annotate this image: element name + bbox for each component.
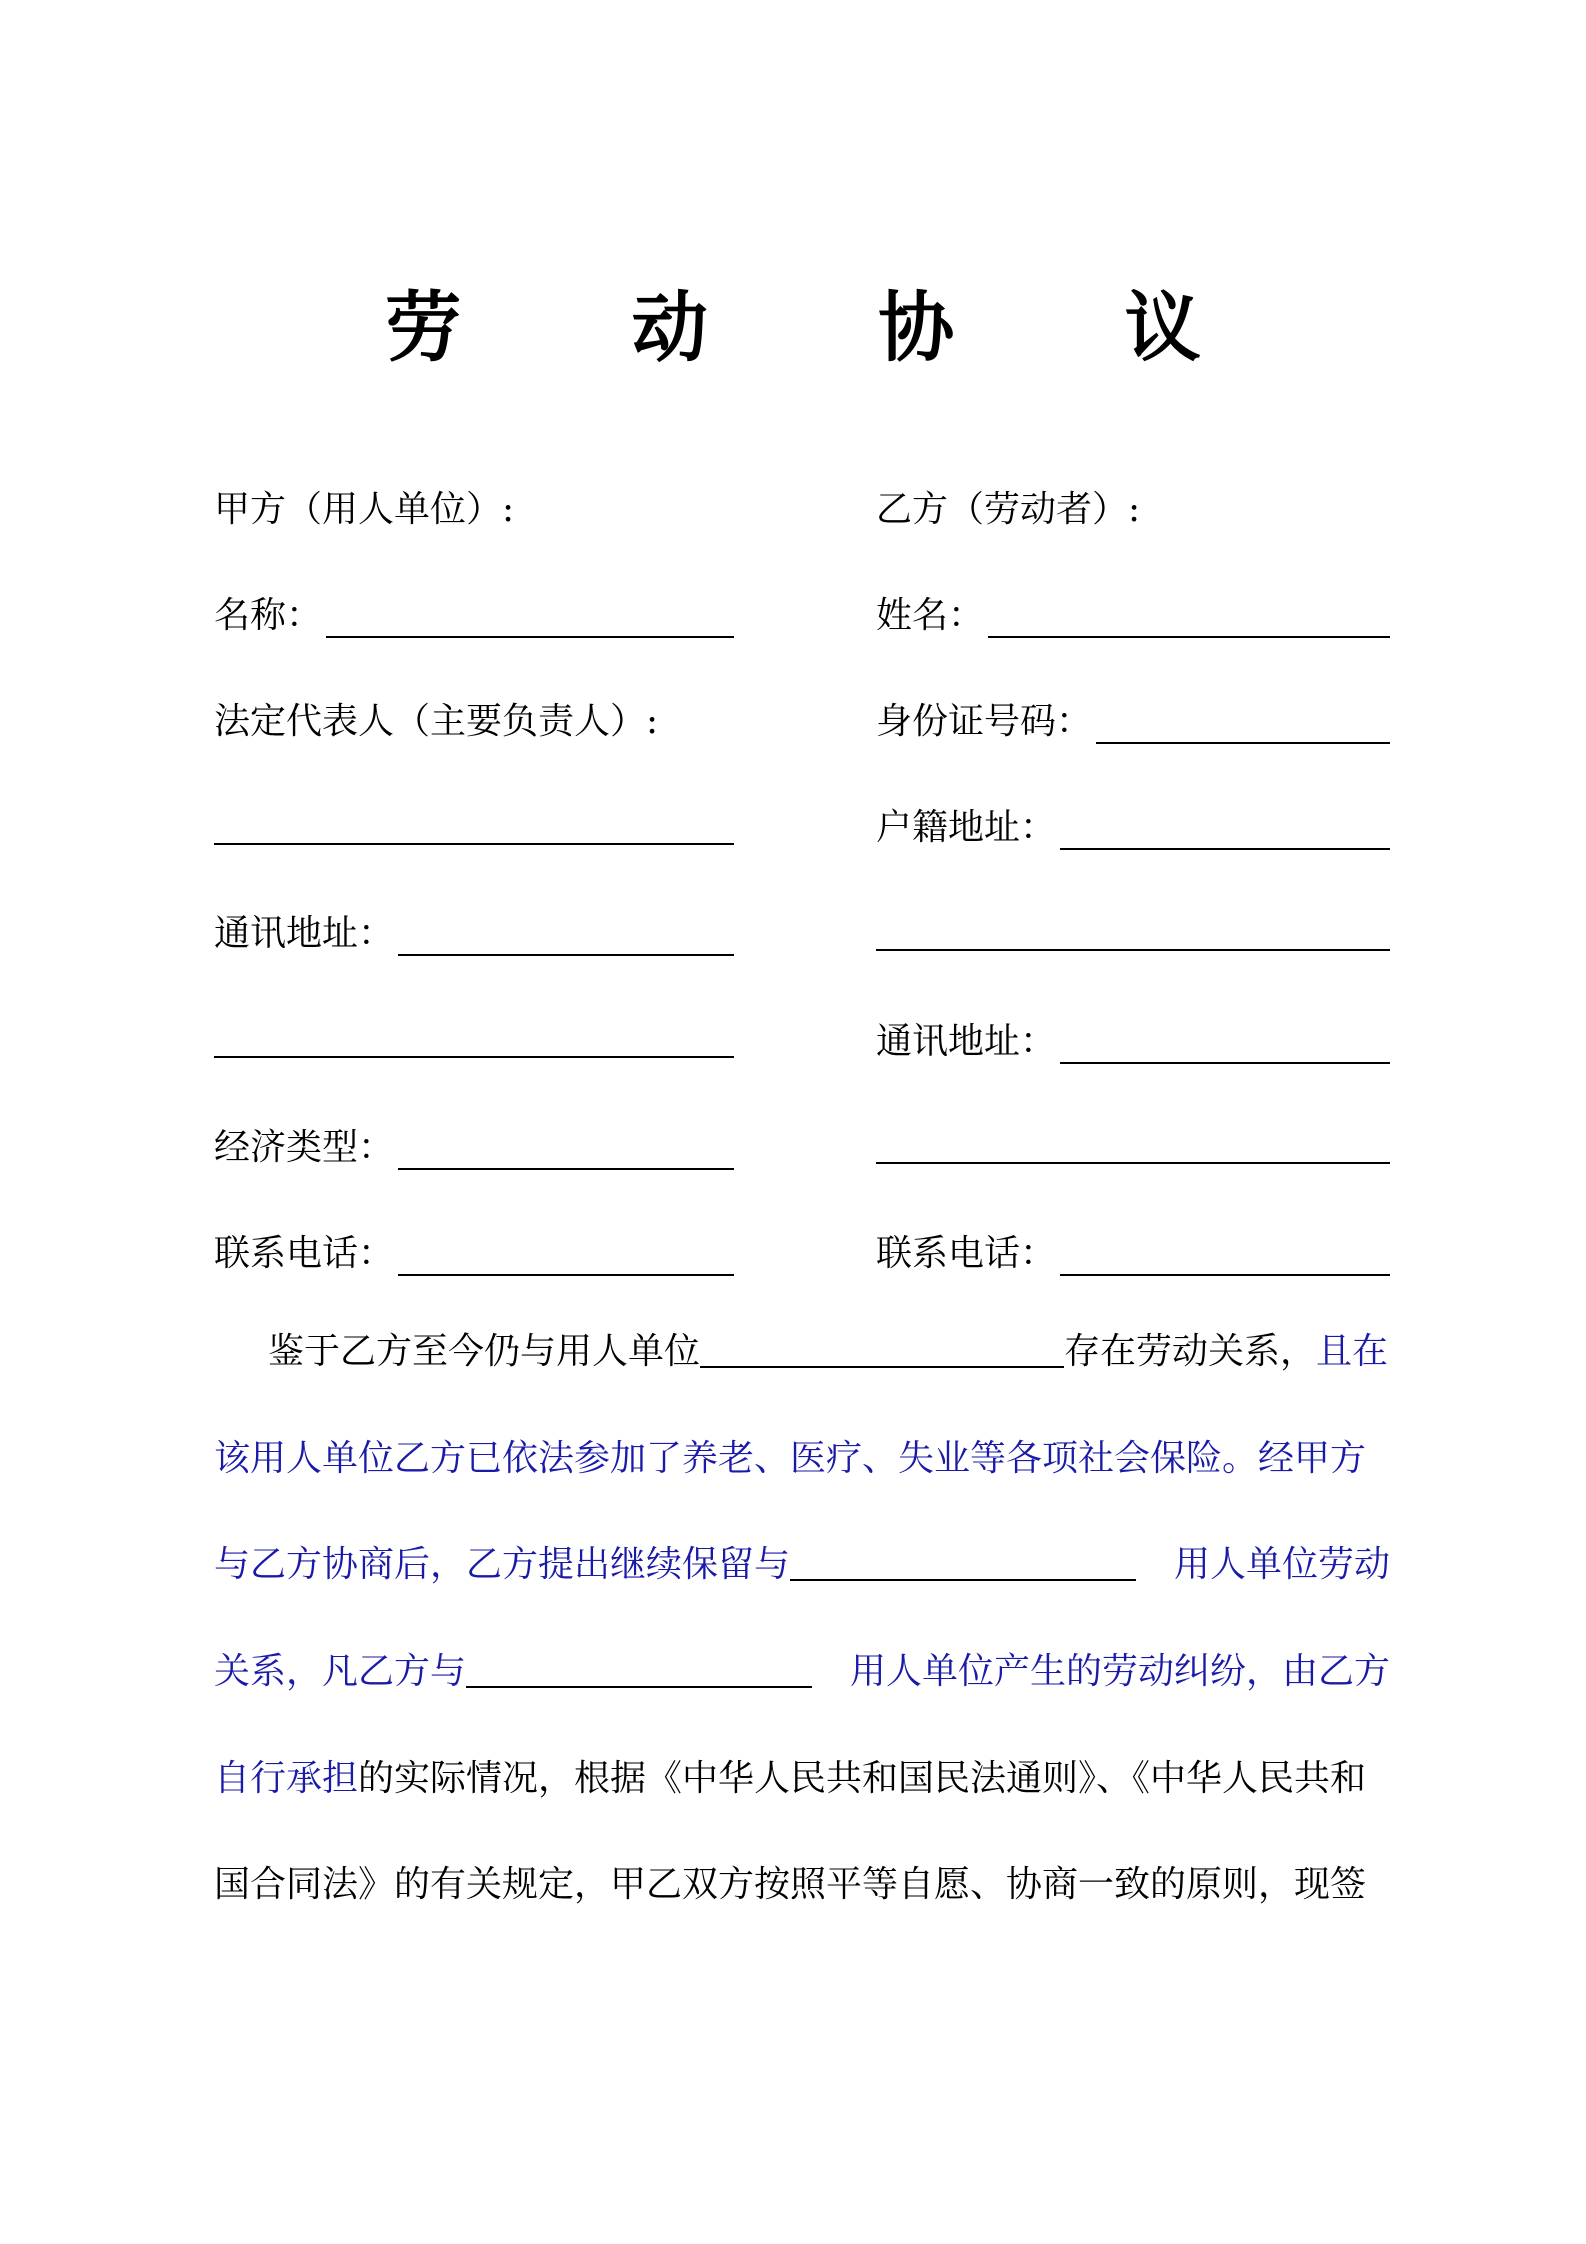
body-line-2	[214, 1437, 1390, 1477]
party-a-address-label: 通讯地址：	[214, 913, 395, 954]
party-a-heading	[214, 478, 734, 534]
body-text-5a: 自行承担	[214, 1758, 359, 1799]
party-b-address-blank-2[interactable]	[876, 1162, 1390, 1164]
party-b-phone-label: 联系电话：	[876, 1233, 1057, 1274]
employer-blank-1[interactable]	[700, 1366, 1064, 1368]
party-a-name-blank[interactable]	[326, 636, 734, 638]
party-b-hukou-blank-2[interactable]	[876, 949, 1390, 951]
body-text-1b: 存在劳动关系，	[1064, 1331, 1317, 1372]
body-text-3a: 与乙方协商后，乙方提出继续保留与	[214, 1544, 791, 1585]
party-b-phone-field[interactable]	[876, 1222, 1390, 1278]
employer-blank-3[interactable]	[466, 1686, 812, 1688]
body-text-4a: 关系，凡乙方与	[214, 1651, 467, 1692]
party-a-econ-blank[interactable]	[398, 1168, 734, 1170]
party-a-name-field[interactable]	[214, 584, 734, 640]
party-b-id-field[interactable]	[876, 690, 1390, 746]
body-line-5	[214, 1757, 1390, 1797]
party-a-address-field[interactable]	[214, 902, 734, 958]
party-b-name-field[interactable]	[876, 584, 1390, 640]
body-text-3b: 用人单位劳动	[1173, 1544, 1390, 1585]
party-b-heading-label: 乙方（劳动者）:	[876, 489, 1141, 530]
party-b-address-field[interactable]	[876, 1010, 1390, 1066]
party-a-heading-label: 甲方（用人单位）:	[214, 489, 515, 530]
party-b-name-label: 姓名：	[876, 595, 985, 636]
party-b-address-blank[interactable]	[1060, 1062, 1390, 1064]
body-line-6	[214, 1863, 1390, 1903]
document-title: 劳 动 协 议	[385, 283, 1273, 372]
party-a-address-blank[interactable]	[398, 954, 734, 956]
party-b-address-label: 通讯地址：	[876, 1021, 1057, 1062]
party-b-hukou-label: 户籍地址：	[876, 807, 1057, 848]
party-b-heading	[876, 478, 1390, 534]
party-a-rep-blank[interactable]	[214, 843, 734, 845]
party-a-rep-label: 法定代表人（主要负责人）:	[214, 701, 659, 742]
party-b-phone-blank[interactable]	[1060, 1274, 1390, 1276]
body-line-4	[214, 1650, 1390, 1690]
body-text-2: 该用人单位乙方已依法参加了养老、医疗、失业等各项社会保险。经甲方	[214, 1438, 1367, 1479]
body-text-6: 国合同法》的有关规定，甲乙双方按照平等自愿、协商一致的原则，现签	[214, 1864, 1367, 1905]
party-a-rep-heading	[214, 690, 734, 746]
party-b-id-blank[interactable]	[1096, 742, 1390, 744]
party-a-econ-label: 经济类型：	[214, 1127, 395, 1168]
employer-blank-2[interactable]	[790, 1579, 1136, 1581]
body-text-1c: 且在	[1316, 1331, 1389, 1372]
party-b-hukou-field[interactable]	[876, 796, 1390, 852]
party-a-econ-field[interactable]	[214, 1116, 734, 1172]
body-text-1a: 鉴于乙方至今仍与用人单位	[268, 1331, 701, 1372]
body-text-5b: 的实际情况，根据《中华人民共和国民法通则》、《中华人民共和	[358, 1758, 1367, 1799]
party-a-phone-blank[interactable]	[398, 1274, 734, 1276]
party-a-phone-label: 联系电话：	[214, 1233, 395, 1274]
party-b-name-blank[interactable]	[988, 636, 1390, 638]
party-a-address-blank-2[interactable]	[214, 1056, 734, 1058]
body-line-1	[214, 1330, 1390, 1370]
body-line-3	[214, 1543, 1390, 1583]
party-b-hukou-blank[interactable]	[1060, 848, 1390, 850]
party-a-phone-field[interactable]	[214, 1222, 734, 1278]
party-a-name-label: 名称：	[214, 595, 323, 636]
party-b-id-label: 身份证号码：	[876, 701, 1093, 742]
body-text-4b: 用人单位产生的劳动纠纷，由乙方	[849, 1651, 1390, 1692]
